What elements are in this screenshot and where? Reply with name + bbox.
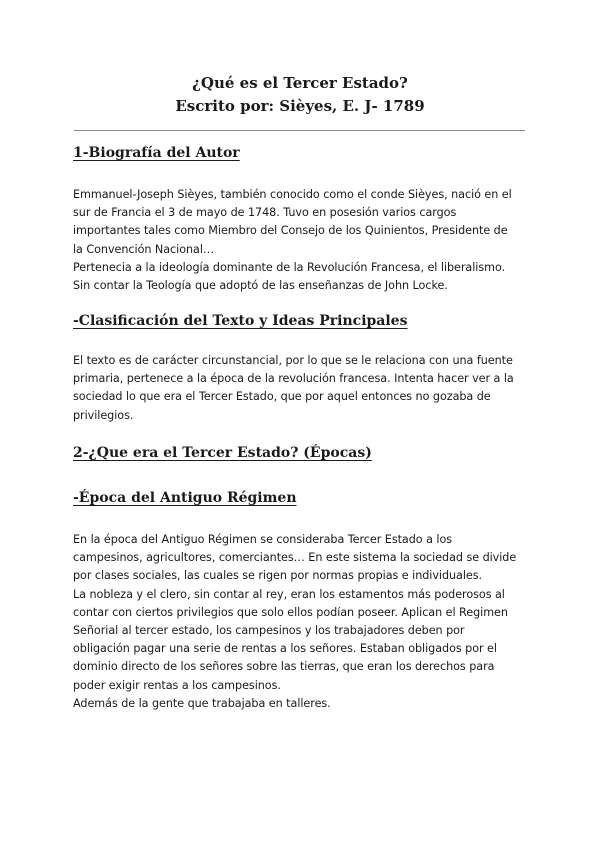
paragraph-line: obligación pagar una serie de rentas a los señores. Estaban obligados por el bbox=[73, 642, 497, 656]
paragraph-line: sur de Francia el 3 de mayo de 1748. Tuvo en posesión varios cargos bbox=[73, 206, 457, 220]
section-heading-biografia: 1-Biografía del Autor bbox=[73, 145, 240, 161]
paragraph-line: Además de la gente que trabajaba en talleres. bbox=[73, 696, 331, 710]
paragraph-line: Pertenecia a la ideología dominante de la Revolución Francesa, el liberalismo. bbox=[73, 260, 506, 274]
paragraph-line: poder exigir rentas a los campesinos. bbox=[73, 678, 281, 692]
paragraph-line: privilegios. bbox=[73, 408, 134, 422]
horizontal-divider bbox=[74, 130, 525, 131]
title-block bbox=[0, 72, 600, 118]
paragraph-line: la Convención Nacional… bbox=[73, 242, 215, 256]
paragraph-antiguo-regimen bbox=[73, 531, 535, 713]
paragraph-line: primaria, pertenece a la época de la revolución francesa. Intenta hacer ver a la bbox=[73, 372, 514, 386]
section-heading-clasificacion: -Clasificación del Texto y Ideas Principales bbox=[73, 313, 408, 329]
section-heading-antiguo-regimen: -Época del Antiguo Régimen bbox=[73, 490, 297, 506]
paragraph-line: La nobleza y el clero, sin contar al rey, eran los estamentos más poderosos al bbox=[73, 587, 505, 601]
document-subtitle: Escrito por: Sièyes, E. J- 1789 bbox=[175, 97, 425, 115]
paragraph-line: El texto es de carácter circunstancial, por lo que se le relaciona con una fuente bbox=[73, 354, 513, 367]
paragraph-biografia bbox=[73, 186, 535, 295]
paragraph-clasificacion bbox=[73, 352, 535, 425]
paragraph-line: sociedad lo que era el Tercer Estado, que por aquel entonces no gozaba de bbox=[73, 390, 491, 404]
paragraph-line: importantes tales como Miembro del Consejo de los Quinientos, Presidente de bbox=[73, 224, 508, 238]
paragraph-line: por clases sociales, las cuales se rigen por normas propias e individuales. bbox=[73, 569, 483, 583]
paragraph-line: campesinos, agricultores, comerciantes… En este sistema la sociedad se divide bbox=[73, 551, 517, 565]
paragraph-line: Señorial al tercer estado, los campesinos y los trabajadores deben por bbox=[73, 624, 465, 638]
paragraph-line: contar con ciertos privilegios que solo ellos podían poseer. Aplican el Regimen bbox=[73, 605, 508, 619]
section-heading-tercer-estado: 2-¿Que era el Tercer Estado? (Épocas) bbox=[73, 445, 372, 461]
paragraph-line: En la época del Antiguo Régimen se consideraba Tercer Estado a los bbox=[73, 533, 453, 546]
paragraph-line: Sin contar la Teología que adoptó de las enseñanzas de John Locke. bbox=[73, 279, 448, 293]
paragraph-line: Emmanuel-Joseph Sièyes, también conocido como el conde Sièyes, nació en el bbox=[73, 188, 512, 201]
document-title: ¿Qué es el Tercer Estado? bbox=[192, 74, 408, 92]
paragraph-line: dominio directo de los señores sobre las tierras, que eran los derechos para bbox=[73, 660, 495, 674]
